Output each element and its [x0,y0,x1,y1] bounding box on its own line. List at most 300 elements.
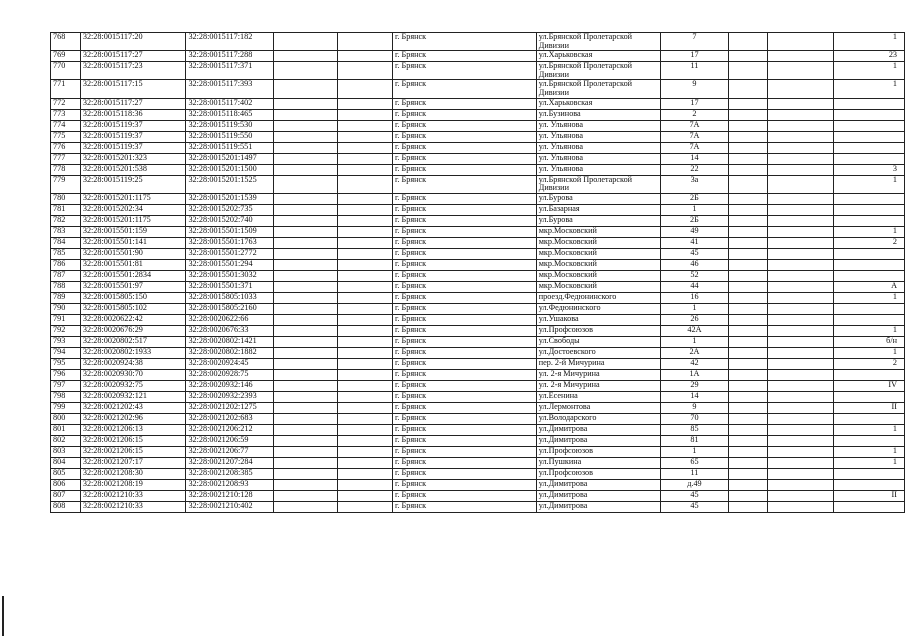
house-number-cell: 70 [661,413,728,424]
empty-column-10-cell [768,62,833,80]
empty-column-5-cell [337,270,392,281]
house-number-cell: 1А [661,369,728,380]
street-cell: мкр.Московский [536,259,661,270]
empty-column-9-cell [728,259,768,270]
cadastral-number-parcel-cell: 32:28:0020932:121 [80,391,186,402]
locality-cell: г. Брянск [393,226,537,237]
empty-column-4-cell [274,142,337,153]
empty-column-4-cell [274,164,337,175]
empty-column-4-cell [274,413,337,424]
empty-column-9-cell [728,62,768,80]
empty-column-9-cell [728,193,768,204]
empty-column-9-cell [728,457,768,468]
table-row [51,131,905,142]
street-cell: ул. Ульянова [536,164,661,175]
empty-column-4-cell [274,51,337,62]
empty-column-5-cell [337,402,392,413]
cadastral-number-parcel-cell: 32:28:0015501:90 [80,248,186,259]
cadastral-number-parcel-cell: 32:28:0015501:159 [80,226,186,237]
empty-column-5-cell [337,435,392,446]
empty-column-10-cell [768,142,833,153]
table-row [51,402,905,413]
cadastral-number-parcel-cell: 32:28:0021210:33 [80,501,186,512]
row-number-cell: 785 [51,248,81,259]
empty-column-10-cell [768,204,833,215]
locality-cell: г. Брянск [393,380,537,391]
empty-column-4-cell [274,424,337,435]
empty-column-5-cell [337,62,392,80]
empty-column-10-cell [768,501,833,512]
row-number-cell: 779 [51,175,81,193]
house-number-cell: 1 [661,446,728,457]
house-number-cell: 65 [661,457,728,468]
empty-column-5-cell [337,413,392,424]
empty-column-9-cell [728,281,768,292]
empty-column-5-cell [337,347,392,358]
cadastral-number-building-cell: 32:28:0015501:1763 [186,237,274,248]
empty-column-10-cell [768,325,833,336]
cadastral-number-parcel-cell: 32:28:0020932:75 [80,380,186,391]
empty-column-10-cell [768,153,833,164]
house-number-cell: 85 [661,424,728,435]
empty-column-4-cell [274,402,337,413]
table-row [51,164,905,175]
row-number-cell: 805 [51,468,81,479]
street-cell: ул.Есенина [536,391,661,402]
row-number-cell: 796 [51,369,81,380]
locality-cell: г. Брянск [393,325,537,336]
row-number-cell: 778 [51,164,81,175]
empty-column-10-cell [768,358,833,369]
cadastral-number-parcel-cell: 32:28:0021206:13 [80,424,186,435]
locality-cell: г. Брянск [393,490,537,501]
locality-cell: г. Брянск [393,153,537,164]
empty-column-10-cell [768,391,833,402]
empty-column-5-cell [337,248,392,259]
table-row [51,120,905,131]
cadastral-number-building-cell: 32:28:0015117:182 [186,33,274,51]
street-cell: ул.Димитрова [536,435,661,446]
table-row [51,479,905,490]
row-number-cell: 791 [51,314,81,325]
cadastral-number-building-cell: 32:28:0020622:66 [186,314,274,325]
empty-column-10-cell [768,424,833,435]
cadastral-number-parcel-cell: 32:28:0021207:17 [80,457,186,468]
locality-cell: г. Брянск [393,248,537,259]
locality-cell: г. Брянск [393,457,537,468]
empty-column-4-cell [274,347,337,358]
house-number-cell: 81 [661,435,728,446]
house-number-cell: 17 [661,98,728,109]
empty-column-10-cell [768,226,833,237]
locality-cell: г. Брянск [393,120,537,131]
empty-column-10-cell [768,237,833,248]
empty-column-10-cell [768,98,833,109]
building-letter-cell [833,193,904,204]
empty-column-4-cell [274,109,337,120]
empty-column-9-cell [728,314,768,325]
house-number-cell: 29 [661,380,728,391]
house-number-cell: 2Б [661,215,728,226]
empty-column-4-cell [274,457,337,468]
locality-cell: г. Брянск [393,391,537,402]
cadastral-number-parcel-cell: 32:28:0015117:23 [80,62,186,80]
empty-column-9-cell [728,51,768,62]
building-letter-cell [833,131,904,142]
empty-column-4-cell [274,120,337,131]
table-row [51,80,905,98]
locality-cell: г. Брянск [393,51,537,62]
table-row [51,292,905,303]
row-number-cell: 808 [51,501,81,512]
cadastral-number-building-cell: 32:28:0015119:550 [186,131,274,142]
empty-column-9-cell [728,424,768,435]
row-number-cell: 775 [51,131,81,142]
street-cell: ул. Ульянова [536,131,661,142]
table-row [51,142,905,153]
row-number-cell: 802 [51,435,81,446]
building-letter-cell [833,391,904,402]
building-letter-cell [833,259,904,270]
building-letter-cell [833,270,904,281]
house-number-cell: 45 [661,501,728,512]
locality-cell: г. Брянск [393,358,537,369]
cadastral-number-building-cell: 32:28:0015805:1033 [186,292,274,303]
building-letter-cell [833,479,904,490]
street-cell: ул.Свободы [536,336,661,347]
empty-column-4-cell [274,204,337,215]
empty-column-5-cell [337,193,392,204]
empty-column-4-cell [274,468,337,479]
empty-column-4-cell [274,501,337,512]
row-number-cell: 804 [51,457,81,468]
table-row [51,314,905,325]
cadastral-number-parcel-cell: 32:28:0020622:42 [80,314,186,325]
row-number-cell: 770 [51,62,81,80]
building-letter-cell [833,369,904,380]
locality-cell: г. Брянск [393,259,537,270]
building-letter-cell: II [833,490,904,501]
house-number-cell: 7А [661,120,728,131]
street-cell: ул.Бузинова [536,109,661,120]
street-cell: ул.Федюнинского [536,303,661,314]
building-letter-cell: 2 [833,358,904,369]
empty-column-4-cell [274,215,337,226]
row-number-cell: 781 [51,204,81,215]
cadastral-number-building-cell: 32:28:0015202:740 [186,215,274,226]
empty-column-10-cell [768,446,833,457]
cadastral-number-building-cell: 32:28:0015119:551 [186,142,274,153]
row-number-cell: 799 [51,402,81,413]
street-cell: ул.Брянской Пролетарской Дивизии [536,80,661,98]
empty-column-10-cell [768,164,833,175]
locality-cell: г. Брянск [393,479,537,490]
empty-column-10-cell [768,413,833,424]
row-number-cell: 783 [51,226,81,237]
building-letter-cell: 1 [833,424,904,435]
building-letter-cell: 1 [833,62,904,80]
street-cell: пер. 2-й Мичурина [536,358,661,369]
cadastral-number-building-cell: 32:28:0020802:1882 [186,347,274,358]
house-number-cell: 1 [661,336,728,347]
table-row [51,303,905,314]
house-number-cell: 7А [661,142,728,153]
house-number-cell: 16 [661,292,728,303]
empty-column-10-cell [768,109,833,120]
building-letter-cell [833,215,904,226]
cadastral-number-parcel-cell: 32:28:0015119:37 [80,131,186,142]
street-cell: ул.Достоевского [536,347,661,358]
building-letter-cell [833,248,904,259]
empty-column-10-cell [768,490,833,501]
house-number-cell: 42 [661,358,728,369]
table-row [51,33,905,51]
cadastral-number-parcel-cell: 32:28:0015501:141 [80,237,186,248]
empty-column-9-cell [728,164,768,175]
empty-column-10-cell [768,193,833,204]
house-number-cell: 1 [661,303,728,314]
table-row [51,347,905,358]
cadastral-number-parcel-cell: 32:28:0021206:15 [80,435,186,446]
empty-column-10-cell [768,131,833,142]
cadastral-number-parcel-cell: 32:28:0015202:34 [80,204,186,215]
empty-column-4-cell [274,325,337,336]
table-row [51,62,905,80]
empty-column-5-cell [337,215,392,226]
empty-column-4-cell [274,248,337,259]
empty-column-5-cell [337,80,392,98]
cadastral-number-building-cell: 32:28:0015501:3032 [186,270,274,281]
street-cell: ул.Володарского [536,413,661,424]
cadastral-number-parcel-cell: 32:28:0021202:43 [80,402,186,413]
empty-column-9-cell [728,204,768,215]
row-number-cell: 782 [51,215,81,226]
table-row [51,424,905,435]
empty-column-10-cell [768,380,833,391]
cadastral-number-building-cell: 32:28:0020676:33 [186,325,274,336]
cadastral-number-parcel-cell: 32:28:0015501:81 [80,259,186,270]
street-cell: ул.Ушакова [536,314,661,325]
empty-column-9-cell [728,33,768,51]
building-letter-cell: 1 [833,292,904,303]
table-row [51,226,905,237]
locality-cell: г. Брянск [393,413,537,424]
street-cell: ул.Бурова [536,215,661,226]
house-number-cell: 42А [661,325,728,336]
cadastral-number-parcel-cell: 32:28:0015201:323 [80,153,186,164]
cadastral-number-parcel-cell: 32:28:0015119:25 [80,175,186,193]
empty-column-5-cell [337,292,392,303]
row-number-cell: 795 [51,358,81,369]
empty-column-10-cell [768,457,833,468]
cadastral-number-building-cell: 32:28:0015202:735 [186,204,274,215]
cadastral-number-building-cell: 32:28:0020932:2393 [186,391,274,402]
locality-cell: г. Брянск [393,80,537,98]
building-letter-cell [833,120,904,131]
empty-column-10-cell [768,347,833,358]
empty-column-5-cell [337,142,392,153]
row-number-cell: 780 [51,193,81,204]
empty-column-9-cell [728,109,768,120]
table-row [51,446,905,457]
table-row [51,468,905,479]
cadastral-number-parcel-cell: 32:28:0021210:33 [80,490,186,501]
building-letter-cell: 1 [833,33,904,51]
cadastral-number-parcel-cell: 32:28:0021202:96 [80,413,186,424]
empty-column-10-cell [768,33,833,51]
house-number-cell: д.49 [661,479,728,490]
empty-column-4-cell [274,131,337,142]
cadastral-number-parcel-cell: 32:28:0015117:27 [80,51,186,62]
row-number-cell: 784 [51,237,81,248]
house-number-cell: 11 [661,468,728,479]
house-number-cell: 1 [661,204,728,215]
empty-column-5-cell [337,369,392,380]
street-cell: ул.Димитрова [536,490,661,501]
street-cell: ул.Профсоюзов [536,446,661,457]
empty-column-4-cell [274,358,337,369]
empty-column-4-cell [274,336,337,347]
empty-column-9-cell [728,369,768,380]
house-number-cell: 45 [661,248,728,259]
street-cell: мкр.Московский [536,248,661,259]
empty-column-4-cell [274,175,337,193]
empty-column-5-cell [337,109,392,120]
cadastral-number-parcel-cell: 32:28:0015117:20 [80,33,186,51]
locality-cell: г. Брянск [393,424,537,435]
house-number-cell: 2А [661,347,728,358]
empty-column-10-cell [768,120,833,131]
building-letter-cell [833,142,904,153]
cadastral-number-parcel-cell: 32:28:0021208:19 [80,479,186,490]
house-number-cell: 2 [661,109,728,120]
empty-column-4-cell [274,98,337,109]
cadastral-number-parcel-cell: 32:28:0021206:15 [80,446,186,457]
scan-edge-mark [2,596,4,636]
cadastral-number-building-cell: 32:28:0015501:294 [186,259,274,270]
house-number-cell: 7А [661,131,728,142]
locality-cell: г. Брянск [393,98,537,109]
street-cell: ул.Пушкина [536,457,661,468]
empty-column-4-cell [274,369,337,380]
cadastral-number-building-cell: 32:28:0021202:683 [186,413,274,424]
locality-cell: г. Брянск [393,33,537,51]
cadastral-number-building-cell: 32:28:0021207:284 [186,457,274,468]
table-row [51,153,905,164]
row-number-cell: 803 [51,446,81,457]
empty-column-5-cell [337,479,392,490]
cadastral-number-parcel-cell: 32:28:0015501:97 [80,281,186,292]
row-number-cell: 800 [51,413,81,424]
row-number-cell: 801 [51,424,81,435]
table-row [51,325,905,336]
row-number-cell: 806 [51,479,81,490]
street-cell: мкр.Московский [536,281,661,292]
empty-column-9-cell [728,175,768,193]
empty-column-4-cell [274,237,337,248]
building-letter-cell: 1 [833,226,904,237]
locality-cell: г. Брянск [393,292,537,303]
cadastral-number-parcel-cell: 32:28:0015119:37 [80,120,186,131]
table-row [51,237,905,248]
empty-column-4-cell [274,391,337,402]
empty-column-10-cell [768,336,833,347]
empty-column-9-cell [728,292,768,303]
empty-column-4-cell [274,270,337,281]
house-number-cell: 49 [661,226,728,237]
empty-column-5-cell [337,314,392,325]
building-letter-cell [833,468,904,479]
empty-column-4-cell [274,303,337,314]
cadastral-number-building-cell: 32:28:0015117:371 [186,62,274,80]
table-row [51,457,905,468]
empty-column-10-cell [768,270,833,281]
building-letter-cell: 1 [833,347,904,358]
street-cell: ул. Ульянова [536,142,661,153]
cadastral-number-building-cell: 32:28:0015117:393 [186,80,274,98]
cadastral-number-building-cell: 32:28:0015501:371 [186,281,274,292]
house-number-cell: 11 [661,62,728,80]
empty-column-9-cell [728,391,768,402]
street-cell: мкр.Московский [536,270,661,281]
cadastral-number-building-cell: 32:28:0020932:146 [186,380,274,391]
row-number-cell: 768 [51,33,81,51]
street-cell: ул.Бурова [536,193,661,204]
street-cell: ул.Димитрова [536,501,661,512]
cadastral-number-parcel-cell: 32:28:0020930:70 [80,369,186,380]
empty-column-9-cell [728,413,768,424]
empty-column-9-cell [728,490,768,501]
empty-column-5-cell [337,259,392,270]
cadastral-number-parcel-cell: 32:28:0015501:2834 [80,270,186,281]
cadastral-number-building-cell: 32:28:0015201:1525 [186,175,274,193]
empty-column-5-cell [337,424,392,435]
empty-column-10-cell [768,479,833,490]
street-cell: мкр.Московский [536,237,661,248]
table-row [51,51,905,62]
street-cell: проезд.Федюнинского [536,292,661,303]
table-row [51,259,905,270]
row-number-cell: 786 [51,259,81,270]
row-number-cell: 807 [51,490,81,501]
building-letter-cell [833,303,904,314]
building-letter-cell [833,314,904,325]
locality-cell: г. Брянск [393,336,537,347]
empty-column-9-cell [728,131,768,142]
table-row [51,175,905,193]
empty-column-9-cell [728,142,768,153]
locality-cell: г. Брянск [393,435,537,446]
cadastral-number-parcel-cell: 32:28:0020802:517 [80,336,186,347]
locality-cell: г. Брянск [393,303,537,314]
cadastral-number-building-cell: 32:28:0015201:1539 [186,193,274,204]
table-row [51,369,905,380]
table-row [51,204,905,215]
building-letter-cell: А [833,281,904,292]
building-letter-cell: 23 [833,51,904,62]
cadastral-number-parcel-cell: 32:28:0015201:1175 [80,215,186,226]
building-letter-cell: 1 [833,175,904,193]
building-letter-cell: 1 [833,325,904,336]
empty-column-10-cell [768,292,833,303]
cadastral-number-building-cell: 32:28:0015117:402 [186,98,274,109]
empty-column-5-cell [337,391,392,402]
empty-column-4-cell [274,292,337,303]
table-row [51,270,905,281]
empty-column-10-cell [768,248,833,259]
locality-cell: г. Брянск [393,142,537,153]
street-cell: ул.Брянской Пролетарской Дивизии [536,175,661,193]
